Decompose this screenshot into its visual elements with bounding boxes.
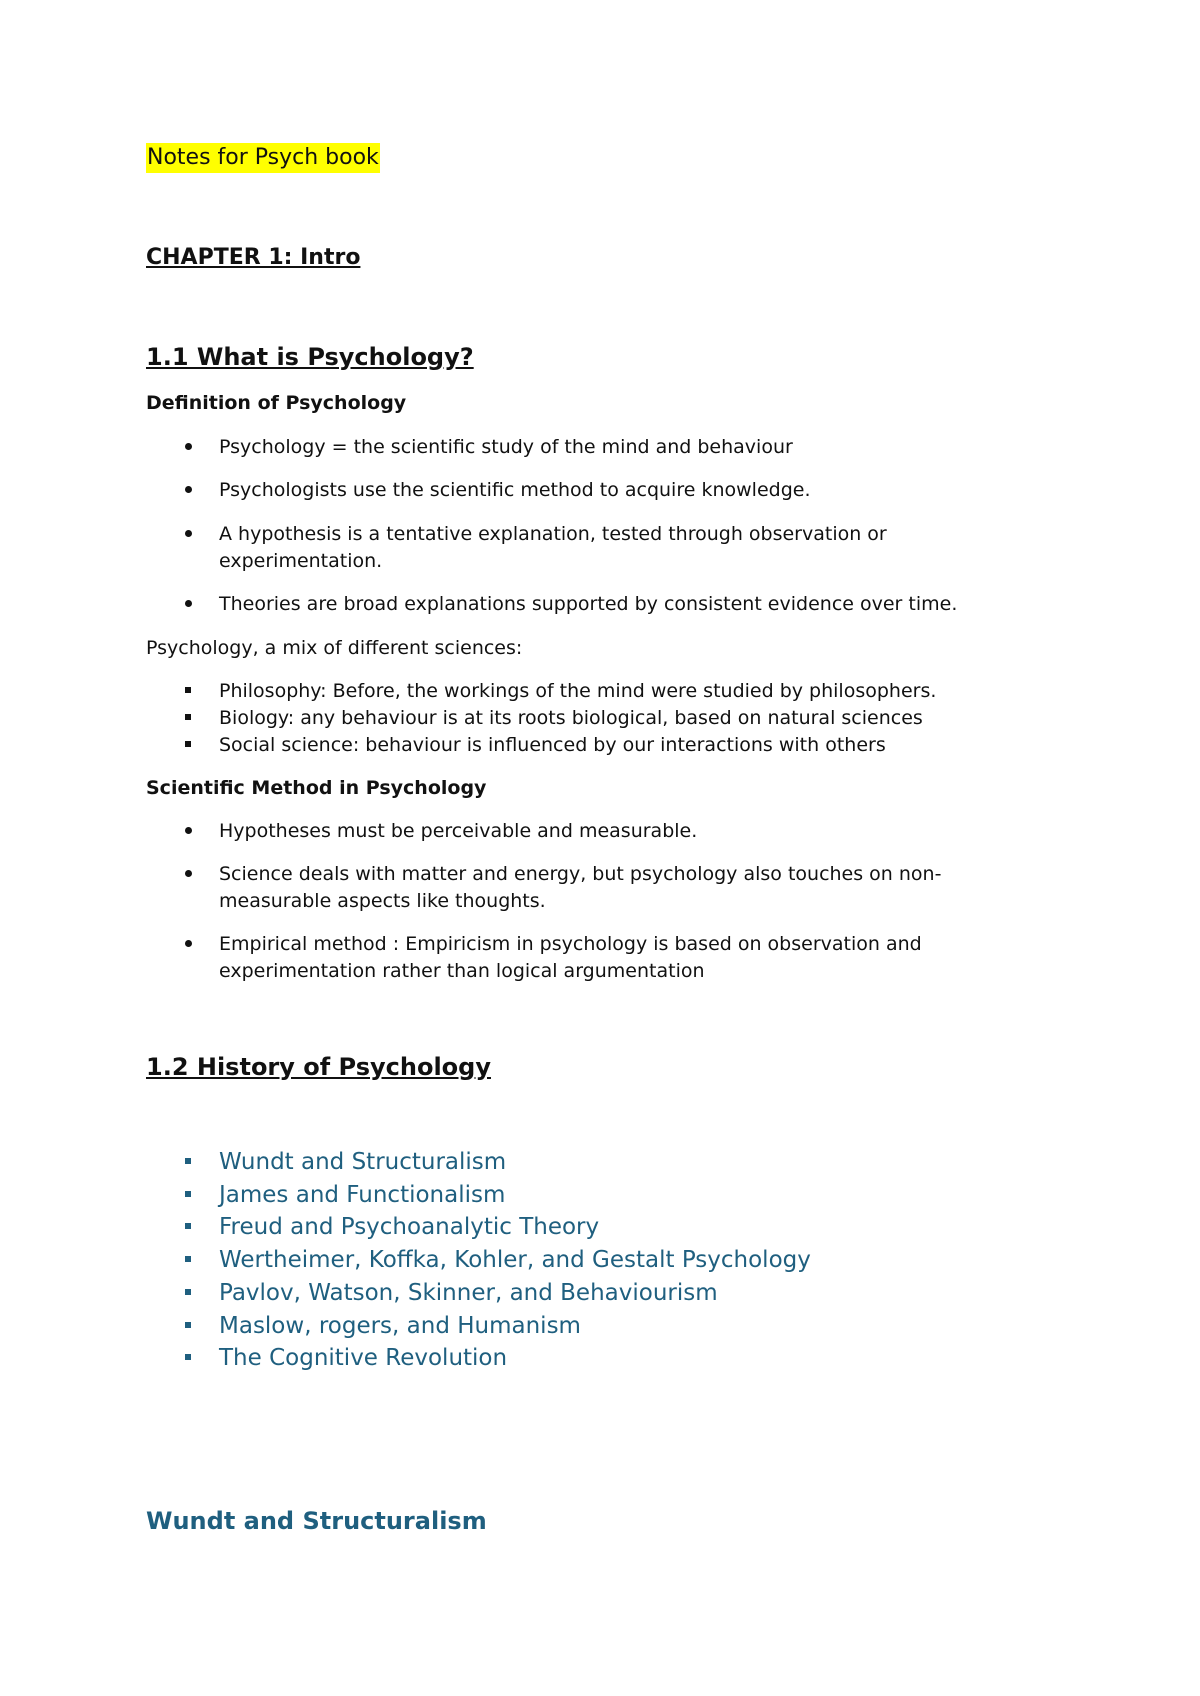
list-item-text: Biology: any behaviour is at its roots biological, based on natural sciences <box>219 707 923 729</box>
bullet-square-icon <box>180 1310 196 1343</box>
bullet-dot-icon <box>180 931 196 958</box>
bullet-dot-icon <box>180 477 196 504</box>
bullet-square-icon <box>180 705 196 732</box>
history-topic-item <box>146 1342 1046 1375</box>
list-item <box>146 818 1046 845</box>
bullet-square-icon <box>180 732 196 759</box>
list-item <box>146 678 1046 705</box>
history-topic-item <box>146 1179 1046 1212</box>
history-topic-item <box>146 1146 1046 1179</box>
bullet-dot-icon <box>180 818 196 845</box>
list-item-text-continued: experimentation. <box>219 549 383 572</box>
history-topic-text: Freud and Psychoanalytic Theory <box>219 1214 600 1241</box>
section-heading-1-2: 1.2 History of Psychology <box>146 1053 491 1081</box>
list-item-text: Empirical method : Empiricism in psychology is based on observation and <box>219 933 922 955</box>
history-topic-item <box>146 1310 1046 1343</box>
list-item-text: Science deals with matter and energy, but psychology also touches on non- <box>219 863 942 885</box>
history-topic-text: Wertheimer, Koffka, Kohler, and Gestalt Psychology <box>219 1247 811 1274</box>
history-topic-text: Maslow, rogers, and Humanism <box>219 1312 581 1339</box>
section-heading-1-1: 1.1 What is Psychology? <box>146 343 474 371</box>
history-topic-text: James and Functionalism <box>219 1181 506 1208</box>
history-topic-item <box>146 1277 1046 1310</box>
list-item-text: Psychology = the scientific study of the mind and behaviour <box>219 436 793 458</box>
list-item-text: Philosophy: Before, the workings of the mind were studied by philosophers. <box>219 680 937 702</box>
scientific-method-subheading: Scientific Method in Psychology <box>146 777 487 799</box>
list-item-text: Theories are broad explanations supported by consistent evidence over time. <box>219 593 958 615</box>
list-item-text: Hypotheses must be perceivable and measurable. <box>219 820 698 842</box>
list-item-text-continued: experimentation rather than logical argumentation <box>219 959 705 982</box>
mix-intro-text: Psychology, a mix of different sciences: <box>146 637 523 659</box>
chapter-heading: CHAPTER 1: Intro <box>146 245 361 270</box>
document-title: Notes for Psych book <box>146 143 380 173</box>
list-item <box>146 861 1046 915</box>
bullet-dot-icon <box>180 521 196 548</box>
list-item-text-continued: measurable aspects like thoughts. <box>219 889 546 912</box>
list-item <box>146 732 1046 759</box>
bullet-square-icon <box>180 1244 196 1277</box>
history-topic-text: The Cognitive Revolution <box>219 1345 508 1372</box>
list-item <box>146 477 1046 504</box>
list-item-text: Psychologists use the scientific method to acquire knowledge. <box>219 479 811 501</box>
bullet-square-icon <box>180 1146 196 1179</box>
history-topic-item <box>146 1244 1046 1277</box>
bullet-dot-icon <box>180 861 196 888</box>
subsection-heading-wundt: Wundt and Structuralism <box>146 1507 487 1535</box>
list-item-text: A hypothesis is a tentative explanation, tested through observation or <box>219 523 887 545</box>
list-item <box>146 521 1046 575</box>
history-topic-text: Pavlov, Watson, Skinner, and Behaviourism <box>219 1279 718 1306</box>
bullet-dot-icon <box>180 434 196 461</box>
bullet-square-icon <box>180 1342 196 1375</box>
list-item <box>146 931 1046 985</box>
bullet-square-icon <box>180 678 196 705</box>
history-topic-item <box>146 1211 1046 1244</box>
list-item <box>146 705 1046 732</box>
bullet-square-icon <box>180 1179 196 1212</box>
list-item <box>146 434 1046 461</box>
bullet-square-icon <box>180 1211 196 1244</box>
bullet-dot-icon <box>180 591 196 618</box>
list-item-text: Social science: behaviour is influenced by our interactions with others <box>219 734 886 756</box>
history-topic-text: Wundt and Structuralism <box>219 1149 507 1175</box>
definition-subheading: Definition of Psychology <box>146 392 407 414</box>
bullet-square-icon <box>180 1277 196 1310</box>
list-item <box>146 591 1046 618</box>
